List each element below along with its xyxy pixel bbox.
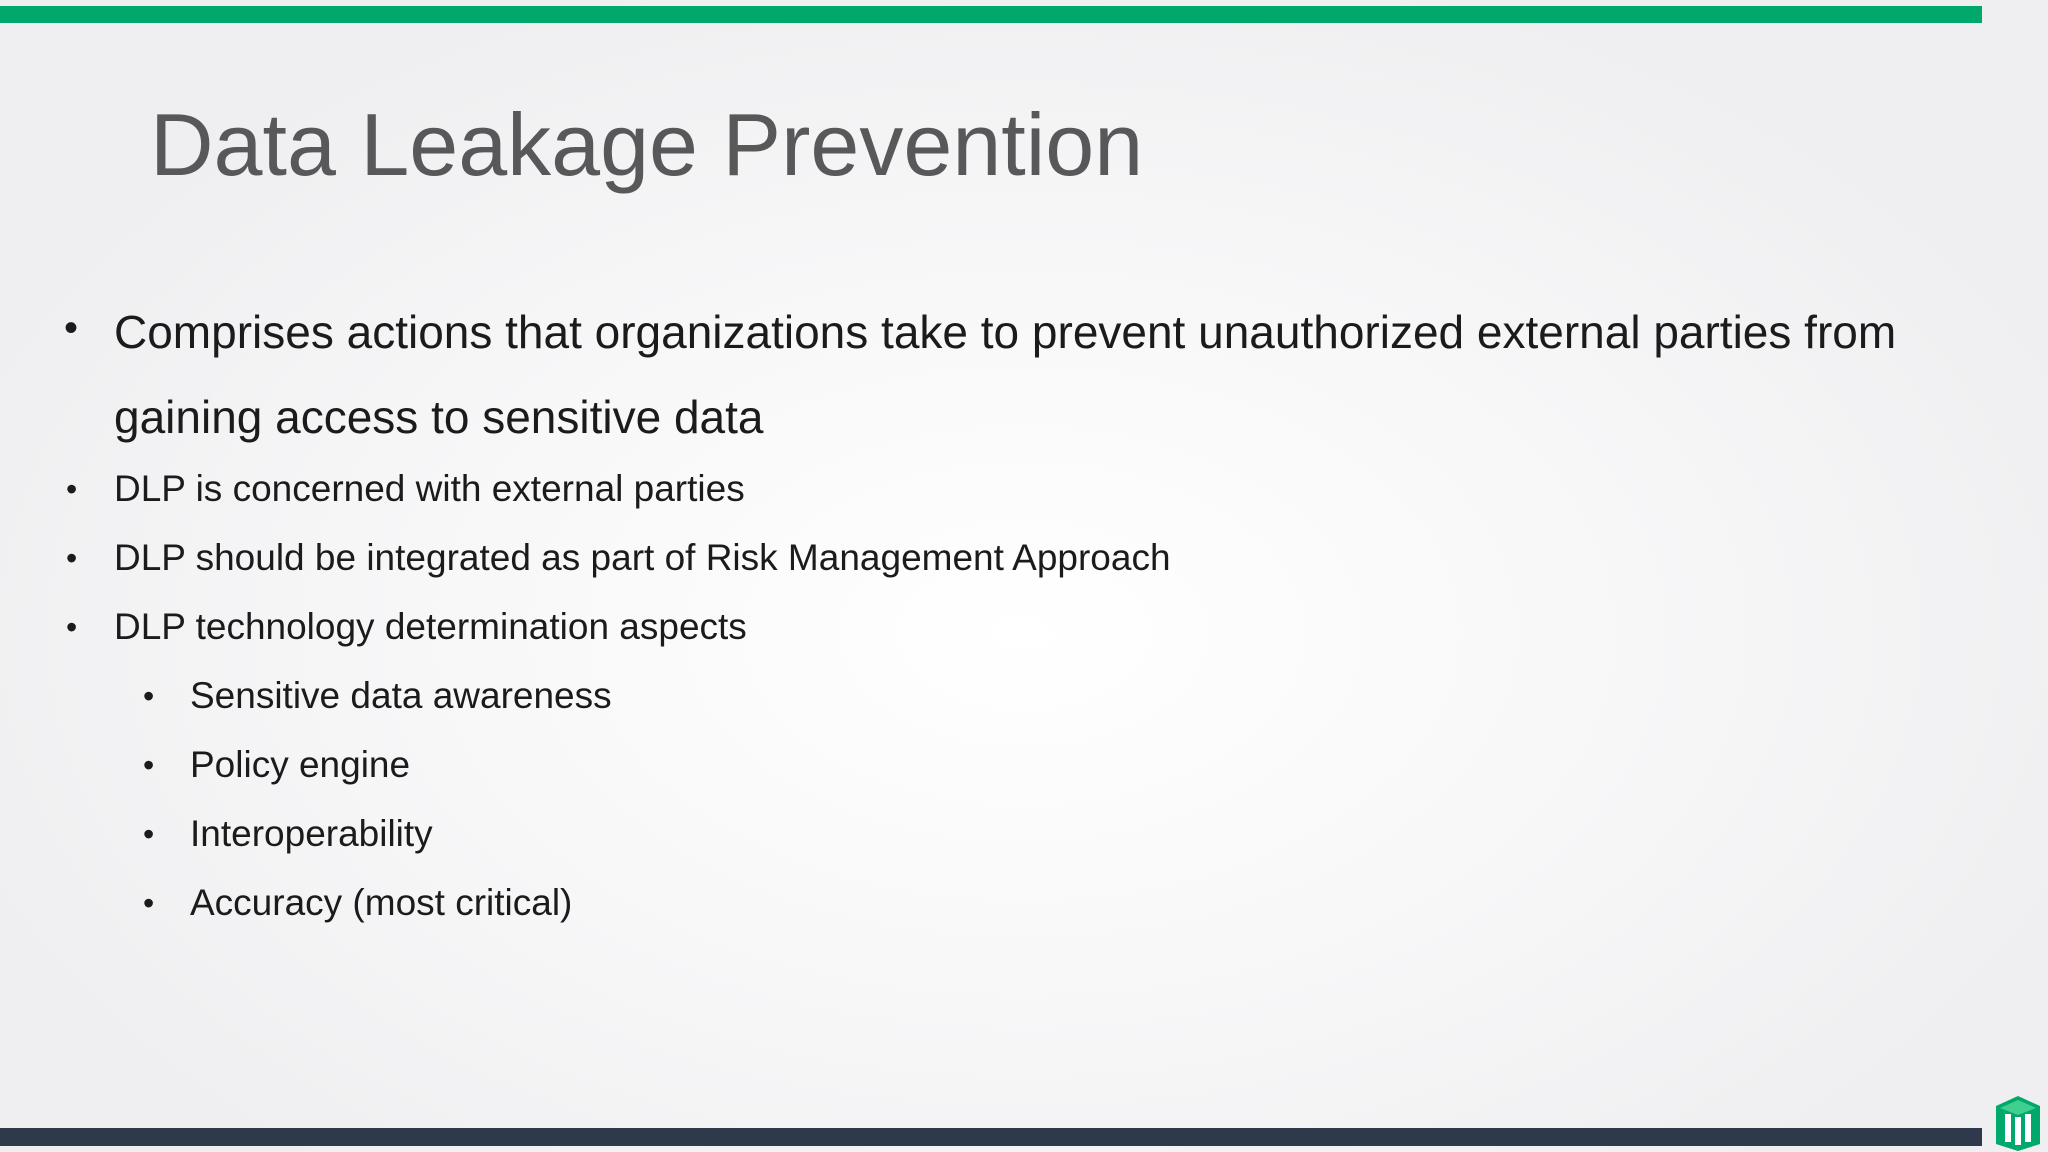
sub-bullet-text: Accuracy (most critical) — [190, 882, 573, 923]
bullet-marker: • — [143, 816, 155, 852]
bullet-marker: • — [143, 747, 155, 783]
bullet-marker: • — [66, 540, 78, 576]
bullet-text: DLP technology determination aspects — [114, 606, 747, 647]
bullet-marker: • — [143, 885, 155, 921]
bullet-text: Comprises actions that organizations take to prevent unauthorized external parties from gaining access to sensitive data — [114, 306, 1897, 443]
bullet-marker: • — [64, 306, 79, 350]
bullet-marker: • — [143, 678, 155, 714]
bottom-footer-bar — [0, 1128, 1982, 1146]
sub-bullet-text: Policy engine — [190, 744, 411, 785]
green-shield-book-icon — [1994, 1094, 2042, 1152]
top-accent-bar — [0, 6, 1982, 23]
sub-bullet-text: Sensitive data awareness — [190, 675, 612, 716]
bullet-marker: • — [66, 609, 78, 645]
sub-bullet-text: Interoperability — [190, 813, 433, 854]
bullet-text: DLP should be integrated as part of Risk Management Approach — [114, 537, 1171, 578]
slide-title: Data Leakage Prevention — [150, 95, 1144, 194]
bullet-text: DLP is concerned with external parties — [114, 468, 745, 509]
bullet-marker: • — [66, 471, 78, 507]
